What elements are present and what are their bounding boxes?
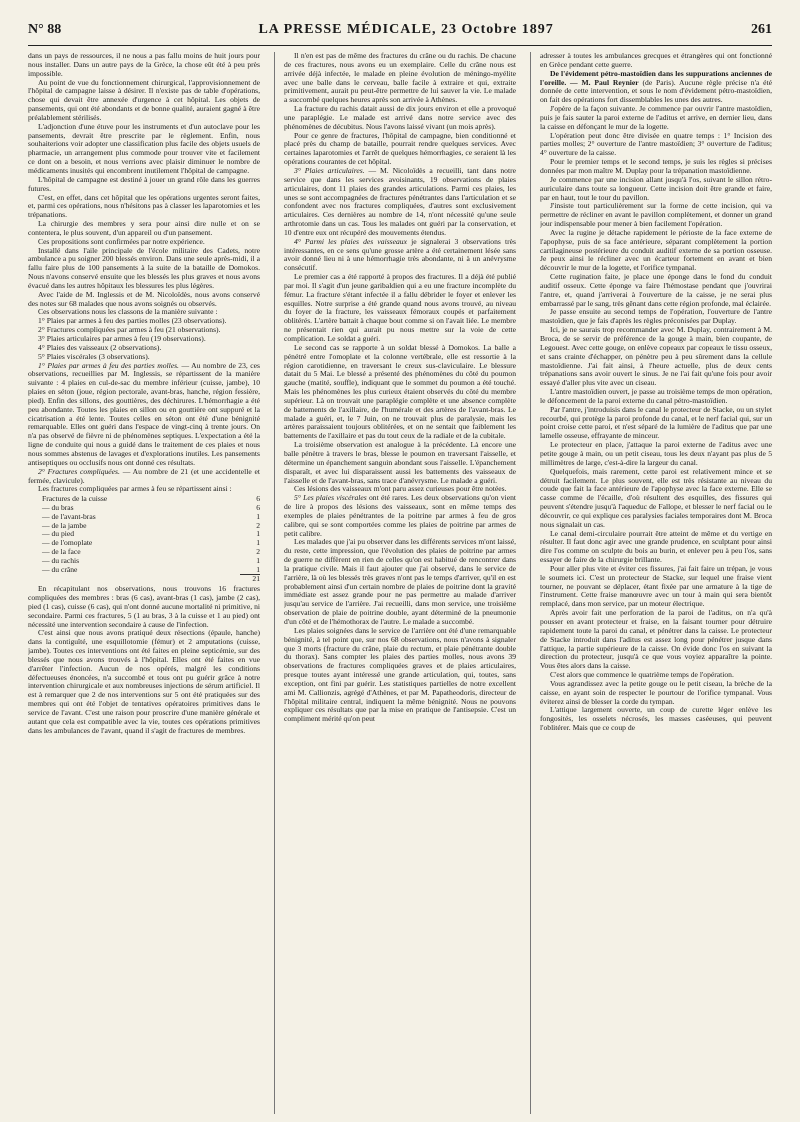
- paragraph: Pour le premier temps et le second temps, je suis les règles si précises données par mon maître M. Duplay pour la trépanation mastoïdienne.: [540, 157, 772, 175]
- page-folio: 261: [750, 22, 772, 37]
- article-author: — M. Paul Reynier: [570, 77, 639, 87]
- article-text: (de Paris). Aucune règle précise n'a été donnée de cette intervention, et sous le nom d'évidement pétro-mastoïdien, on fait des opérations fort dissemblables les unes des autres.: [540, 77, 772, 105]
- paragraph: Ces propositions sont confirmées par notre expérience.: [38, 236, 205, 246]
- table-total: 21: [240, 575, 260, 584]
- column-divider: [530, 52, 531, 1114]
- table-cell: 6: [256, 494, 260, 504]
- paragraph: Avec l'aide de M. Inglessis et de M. Nicoloïdès, nous avons conservé des notes sur 68 malades que nous avons soignés ou observés.: [28, 289, 260, 308]
- paragraph: dans un pays de ressources, il ne nous a pas fallu moins de huit jours pour nous installer. Dans un autre pays de la Grèce, la chose eût été à peu près impossible.: [28, 52, 260, 78]
- paragraph: Au point de vue du fonctionnement chirurgical, l'approvisionnement de l'hôpital de campagne laisse à désirer. Il n'existe pas de table d'opérations, chose qui devait être annexée d'urgence à cet hôpital. Les objets de pansements, qui ont été abondants et de bonne qualité, auraient gagné à être préalablement stérilisés.: [28, 77, 260, 122]
- list-item: 2° Fractures compliquées par armes à feu (21 observations).: [38, 325, 221, 335]
- section-heading: 3° Plaies articulaires.: [294, 165, 365, 175]
- table-cell: 1: [256, 555, 260, 565]
- section-text: ont été rares. Les deux observations qu'on vient de lire à propos des lésions des vaisseaux, sont en même temps des exemples de plaies pénétrantes de la poitrine par armes à feu de gros calibre, qui se sont comportées comme les plaies de poitrine par armes de petit calibre.: [284, 493, 516, 538]
- fractures-table: [28, 495, 260, 584]
- column-middle: [284, 52, 516, 1114]
- paragraph: Ici, je ne saurais trop recommander avec M. Duplay, contrairement à M. Broca, de se servir de préférence de la gouge à main, bien coupante, de Legouest. Avec cette gouge, on enlève copeaux par copeaux le tissu osseux, et sans crainte d'échapper, on pénètre peu à peu sûrement dans la cellule mastoïdienne. J'ai fait ainsi, à l'heure actuelle, plus de deux cents trépanations sans avoir ouvert le sinus. Je ne l'ai fait qu'une fois pour avoir essayé d'aller plus vite avec un ciseau.: [540, 325, 772, 388]
- table-cell: — de l'avant-bras: [42, 511, 96, 521]
- paragraph: Pour aller plus vite et éviter ces fissures, j'ai fait faire un trépan, je vous le soumets ici. C'est un protecteur de Stacke, sur lequel une fraise vient tourner, ne pouvant se déplacer, étant fixée par une armature à la tige de l'instrument. Cette fraise manœuvre avec un tour à main qui sera bientôt remplacé, dans mon service, par un moteur électrique.: [540, 563, 772, 609]
- paragraph: Les malades que j'ai pu observer dans les différents services m'ont laissé, du reste, cette impression, que l'évolution des plaies de poitrine par armes de guerre ne diffèrent en rien de celles qu'on est habitué de rencontrer dans la pratique civile. Mais il faut ajouter que j'ai observé, dans le service de l'arrière, là où les blessés très graves n'ont pas le temps d'arriver, qu'il en est probablement ainsi d'un certain nombre de plaies de poitrine dont la gravité immédiate est assez grande pour ne pas permettre au malade d'arriver jusqu'au service de l'arrière. J'ai recueilli, dans mon service, une troisième observation de plaie de poitrine double, ayant déterminé de la pneumonie d'un côté et de l'hémothorax de l'autre. Le malade a succombé.: [284, 537, 516, 626]
- paragraph: C'est, en effet, dans cet hôpital que les opérations urgentes seront faites, et, parmi ces opérations, nous n'hésitons pas à classer les laparotomies et les trépanations.: [28, 192, 260, 220]
- section-paragraph: [284, 238, 516, 273]
- paragraph: J'insiste tout particulièrement sur la forme de cette incision, qui va permettre de récliner en avant le pavillon complètement, et donner un grand jour indispensable pour mener à bien facilement l'opération.: [540, 201, 772, 229]
- paragraph: En récapitulant nos observations, nous trouvons 16 fractures compliquées des membres : bras (6 cas), avant-bras (1 cas), jambe (2 cas), pied (1 cas), cuisse (6 cas), qui n'ont donné aucune mortalité ni primitive, ni secondaire. Parmi ces fractures, 5 (1 au bras, 3 à la cuisse et 1 au pied) ont nécessité une intervention secondaire à cause de l'infection.: [28, 584, 260, 629]
- paragraph: L'opération peut donc être divisée en quatre temps : 1° Incision des parties molles; 2° ouverture de l'antre mastoïdien; 3° ouverture de l'aditus; 4° ouverture de la caisse.: [540, 130, 772, 158]
- table-cell: 1: [256, 564, 260, 574]
- page-header: [28, 22, 772, 44]
- table-cell: — du pied: [42, 529, 75, 539]
- journal-title: LA PRESSE MÉDICALE, 23 Octobre 1897: [258, 22, 554, 37]
- table-cell: — du crâne: [42, 564, 78, 574]
- column-divider: [274, 52, 275, 1114]
- list-item: 5° Plaies viscérales (3 observations).: [38, 351, 150, 361]
- paragraph: Ces observations nous les classons de la manière suivante :: [38, 307, 218, 317]
- section-heading: 2° Fractures compliquées.: [38, 466, 120, 476]
- paragraph: Quelquefois, mais rarement, cette paroi est relativement mince et se détruit facilement. Le plus souvent, elle est très résistante au niveau du coude que fait la face antérieure de l'apophyse avec la face externe. Elle se casse comme de l'écaille, d'où résultent des esquilles, des fissures qui peuvent s'étendre jusqu'à l'aqueduc de Fallope, et blesser le nerf facial ou le découvrir, ce qui explique ces paralysies faciales temporaires dont M. Broca nous signalait un cas.: [540, 466, 772, 529]
- article-intro: [540, 70, 772, 105]
- table-cell: Fractures de la cuisse: [42, 494, 108, 504]
- section-paragraph: [28, 362, 260, 468]
- paragraph: Ces lésions des vaisseaux m'ont paru assez curieuses pour être notées.: [294, 484, 507, 494]
- column-left: [28, 52, 260, 1114]
- section-text: — Au nombre de 23, ces observations, recueillies par M. Inglessis, se répartissent de la manière suivante : 4 plaies en cul-de-sac du membre inférieur (cuisse, jambe), 10 plaies en séton (joue, région pectorale, avant-bras, hanche, région fessière, pied). Enfin des sillons, des gouttières, des déchirures. L'hémorrhagie a été peu abondante. Toutes les plaies en sillon ou en gouttière ont suppuré et la cicatrisation a été lente. Toutes celles en séton ont été d'une bénignité remarquable. Elles ont guéri dans l'espace de vingt-cinq à trente jours. On n'a pas observé de fièvre ni de phénomènes septiques. L'expectation a été la ligne de conduite qui nous a guidé dans le traitement de ces plaies et nous nous sommes abstenus de lavages et d'explorations inutiles. Les pansements antiseptiques ou occlusifs nous ont donné ces résultats.: [28, 360, 260, 467]
- paragraph: adresser à toutes les ambulances grecques et étrangères qui ont fonctionné en Grèce pendant cette guerre.: [540, 52, 772, 69]
- paragraph: Pour ce genre de fractures, l'hôpital de campagne, bien conditionné et placé près du champ de bataille, pourrait rendre quelques services. Avec certaines laparotomies et l'arrêt de quelques hémorrhagies, ce seraient là les opérations courantes de cet hôpital.: [284, 130, 516, 167]
- paragraph: Vous agrandissez avec la petite gouge ou le petit ciseau, la brèche de la caisse, en ayant soin de respecter le pourtour de l'orifice tympanal. Vous éviterez ainsi de blesser la corde du tympan.: [540, 678, 772, 706]
- table-cell: 6: [256, 502, 260, 512]
- paragraph: Avec la rugine je détache rapidement le périoste de la face externe de l'apophyse, puis de sa face antérieure, séparant complètement la portion cartilagineuse postérieure du conduit auditif externe de sa portion osseuse. Je peux ainsi le récliner avec un écarteur fortement en avant et bien découvrir le mur de la logette, et l'orifice tympanal.: [540, 227, 772, 273]
- paragraph: Les plaies soignées dans le service de l'arrière ont été d'une remarquable bénignité, à tel point que, sur nos 68 observations, nous n'avons à signaler que 3 morts (fracture du crâne, plaie du rectum, et plaie pénétrante double du thorax). Sans compter les plaies des parties molles, nous avons 39 observations de fractures compliquées graves et de plaies articulaires, presque toutes ayant intéressé une grande articulation, qui, toutes, sans exception, ont fini par guérir. Les statistiques partielles de notre excellent ami M. Callionzis, agrégé d'Athènes, et par M. Papatheodoris, directeur de l'hôpital militaire central, indiquent la même bénignité. Nous ne pouvons expliquer ces résultats que par la mise en pratique de l'antisepsie. C'est un compliment mérité qu'on peut: [284, 625, 516, 724]
- issue-number: N° 88: [28, 22, 62, 37]
- section-text: — Au nombre de 21 (et une accidentelle et fermée, clavicule).: [28, 466, 260, 485]
- list-item: 3° Plaies articulaires par armes à feu (19 observations).: [38, 334, 206, 343]
- table-cell: 1: [256, 538, 260, 548]
- paragraph: Cette rugination faite, je place une éponge dans le fond du conduit auditif osseux. Cette éponge va faire l'hémostase pendant que j'ouvrirai l'antre, et, quand j'arriverai à l'ouverture de la caisse, je ne serai plus embarrassé par le sang, très gênant dans cette région profonde, mal éclairée.: [540, 272, 772, 308]
- table-cell: — de la face: [42, 546, 81, 556]
- paragraph: La troisième observation est analogue à la précédente. Là encore une balle pénètre à travers le bras, blesse le poumon en traversant l'aisselle, et détermine un épanchement sanguin abondant sous l'aisselle. L'épanchement disparaît, et avec lui disparaissent aussi les battements des vaisseaux de l'aisselle et de l'avant-bras, sans trace d'anévrysme. Le malade a guéri.: [284, 440, 516, 485]
- paragraph: Par l'antre, j'introduisis dans le canal le protecteur de Stacke, ou un stylet recourbé, qui protège la paroi profonde du canal, et le nerf facial qui, sur un point croise cette paroi, et n'est séparé de la lumière de l'aditus que par une lamelle osseuse, effrayante de minceur.: [540, 404, 772, 441]
- section-paragraph: [284, 494, 516, 538]
- table-cell: 1: [256, 529, 260, 539]
- section-heading: 1° Plaies par armes à feu des parties molles.: [38, 360, 179, 370]
- paragraph: Les fractures compliquées par armes à feu se répartissent ainsi :: [38, 484, 232, 494]
- paragraph: Je commence par une incision allant jusqu'à l'os, suivant le sillon rétro-auriculaire dans toute sa longueur. Cette incision doit être grande et faire, par en haut, tout le tour du pavillon.: [540, 174, 772, 202]
- paragraph: La chirurgie des membres y sera pour ainsi dire nulle et on se contentera, le plus souvent, d'un appareil ou d'un pansement.: [28, 219, 260, 237]
- paragraph: L'antre mastoïdien ouvert, je passe au troisième temps de mon opération, le défoncement de la paroi externe du canal pétro-mastoïdien.: [540, 387, 772, 405]
- paragraph: J'opère de la façon suivante. Je commence par ouvrir l'antre mastoïdien, puis je fais sauter la paroi externe de l'aditus et arrive, en dernier lieu, dans la caisse en défonçant le mur de la logette.: [540, 104, 772, 131]
- header-rule: [28, 45, 772, 46]
- section-text: — M. Nicoloïdès a recueilli, tant dans notre service que dans les services avoisinants, 19 observations de plaies articulaires, dont 11 plaies des grandes articulations. Parmi ces plaies, les unes se sont accompagnées de fractures pénétrantes dans l'articulation et se confondent avec nos fractures compliquées, d'autres sont exclusivement articulaires. Ces dernières au nombre de 14, n'ont nécessité qu'une seule arthrotomie dans un cas. Tous les malades ont guéri par la conservation, et 10 d'entre eux ont récupéré des mouvements étendus.: [284, 165, 516, 237]
- table-row: [28, 566, 260, 575]
- paragraph: L'adjonction d'une étuve pour les instruments et d'un autoclave pour les pansements, devrait être prescrite par le règlement. Enfin, nous souhaiterions voir adopter une classification plus facile des objets usuels de pharmacie, un arrangement plus commode pour trouver vite et facilement ce dont on a besoin, et nous verrions avec plaisir diminuer le nombre de médicaments inusités qui encombrent inutilement l'hôpital de campagne.: [28, 121, 260, 175]
- table-cell: 2: [256, 546, 260, 556]
- table-cell: — de la jambe: [42, 520, 87, 530]
- paragraph: Le protecteur en place, j'attaque la paroi externe de l'aditus avec une petite gouge à main, ou un petit ciseau, tous les deux n'ayant pas plus de 5 millimètres de large, c'est-à-dire la largeur du canal.: [540, 440, 772, 467]
- section-paragraph: [284, 167, 516, 238]
- table-total-row: [28, 575, 260, 584]
- paragraph: C'est ainsi que nous avons pratiqué deux résections (épaule, hanche) dans la contiguïté, une esquillotomie (fémur) et 2 amputations (cuisse, jambe). Toutes ces interventions ont été faites en pleine septicémie, sur des blessés que nous avons trouvés à l'hôpital. Elles ont été faites en vue d'arrêter l'infection. Aucun de nos opérés, malgré les conditions défectueuses énoncées, n'a succombé et tous ont pu guérir grâce à notre intervention chirurgicale et aux nombreuses injections de sérum artificiel. Il est à remarquer que 2 de nos interventions sur 5 ont été pratiquées sur des membres qui ont été l'objet de tentatives opératoires primitives dans le service de l'avant. C'est une raison pour proscrire d'une manière générale et autant que cela est compatible avec la vie, toutes ces opérations primitives dans les ambulances de l'avant, quand il s'agit de fractures de membres.: [28, 628, 260, 735]
- list-item: 4° Plaies des vaisseaux (2 observations).: [38, 342, 162, 352]
- paragraph: C'est alors que commence le quatrième temps de l'opération.: [550, 670, 734, 680]
- section-heading: 5° Les plaies viscérales: [294, 493, 367, 503]
- list-item: 1° Plaies par armes à feu des parties molles (23 observations).: [38, 316, 227, 326]
- table-cell: 2: [256, 520, 260, 530]
- paragraph: Je passe ensuite au second temps de l'opération, l'ouverture de l'antre mastoïdien, que je fais d'après les règles préconisées par Duplay.: [540, 307, 772, 326]
- paragraph: Le canal demi-circulaire pourrait être atteint de même et du vertige en résulter. Il faut donc agir avec une grande prudence, en sculptant pour ainsi dire l'os comme on sculpte du bois au burin, et enlever peu à peu l'os, sans essayer de faire de la chirurgie brillante.: [540, 528, 772, 565]
- paragraph: L'hôpital de campagne est destiné à jouer un grand rôle dans les guerres futures.: [28, 174, 260, 193]
- section-heading: 4° Parmi les plaies des vaisseaux: [294, 236, 407, 246]
- paragraph: La fracture du rachis datait aussi de dix jours environ et elle a provoqué une paraplégie. Le malade est arrivé dans notre service avec des phénomènes de décubitus. Nous l'avons laissé vivant (un mois après).: [284, 104, 516, 131]
- paragraph: Installé dans l'aile principale de l'école militaire des Cadets, notre ambulance a pu soigner 200 blessés environ. Dans une seule après-midi, il a fallu faire plus de 100 pansements à la suite de la bataille de Domokos. Nous n'avons conservé ensuite que les blessés les plus graves et nous avons évacué dans les autres hôpitaux les blessures les plus légères.: [28, 245, 260, 290]
- paragraph: L'attique largement ouverte, un coup de curette léger enlève les fongosités, les osselets nécrosés, les masses caséeuses, qui peuvent l'oblitérer. Mais que ce coup de: [540, 705, 772, 733]
- table-cell: — du rachis: [42, 555, 80, 565]
- column-right: [540, 52, 772, 1114]
- section-paragraph: [28, 468, 260, 486]
- table-cell: — de l'omoplate: [42, 538, 93, 548]
- table-cell: 1: [256, 511, 260, 521]
- paragraph: Le second cas se rapporte à un soldat blessé à Domokos. La balle a pénétré entre l'omoplate et la colonne vertébrale, elle est ressortie à la région carotidienne, en traversant le creux sus-claviculaire. Le blessure datait du 5 Mai. Le blessé a présenté des phénomènes du côté du poumon gauche (matité, souffle), indiquant que le sommet du poumon a été touché. Mais les phénomènes les plus curieux étaient observés du côté du membre supérieur. Là on trouvait une paraplégie complète et une absence complète de battements de l'axillaire, de l'humérale et des artères de l'avant-bras. Le malade a guéri, et, le 7 Juin, on ne trouvait plus de paralysie, mais les artères paraissaient toujours oblitérées, et on ne sentait que faiblement les battements de l'axillaire et pas du tout ceux de la radiale et de la cubitale.: [284, 342, 516, 441]
- paragraph: Après avoir fait une perforation de la paroi de l'aditus, on n'a qu'à pousser en avant protecteur et fraise, en la faisant tourner pour détruire rapidement toute la paroi du canal, et pénétrer dans la caisse. Le protecteur de Stacke introduit dans l'aditus est assez long pour pénétrer jusque dans l'attique, la partie supérieure de la caisse. On évide donc l'os en suivant la direction du protecteur, jusqu'à ce que vous voyiez apparaître la pointe. Vous êtes alors dans la caisse.: [540, 608, 772, 671]
- section-text: je signalerai 3 observations très intéressantes, en ce sens qu'une grosse artère a été certainement lésée sans avoir donné lieu ni à une hémorrhagie très abondante, ni à un anévrysme consécutif.: [284, 236, 516, 273]
- table-cell: — du bras: [42, 502, 74, 512]
- paragraph: Il n'en est pas de même des fractures du crâne ou du rachis. De chacune de ces fractures, nous avons eu un exemplaire. Celle du crâne nous est arrivée déjà infectée, le malade en pleine évolution de méningo-myélite avec une balle dans le cerveau, balle facile à extraire et qui, extraite primitivement, aurait pu peut-être permettre de lui sauver la vie. Le malade a succombé quelques heures après son arrivée à Athènes.: [284, 52, 516, 105]
- paragraph: Le premier cas a été rapporté à propos des fractures. Il a déjà été publié par moi. Il s'agit d'un jeune garibaldien qui a eu une fracture incomplète du fémur. La fracture s'étant infectée il a fallu débrider le foyer et enlever les esquilles. Notre surprise a été grande quand nous avons trouvé, au niveau du foyer de la fracture, les vaisseaux fémoraux coupés et parfaitement oblitérés. L'artère battait à chaque bout comme si on l'avait liée. Le membre ne présentait rien qui aurait pu nous mettre sur la voie de cette complication. Le soldat a guéri.: [284, 272, 516, 343]
- article-title: De l'évidement pétro-mastoïdien dans les suppurations anciennes de l'oreille.: [540, 68, 772, 87]
